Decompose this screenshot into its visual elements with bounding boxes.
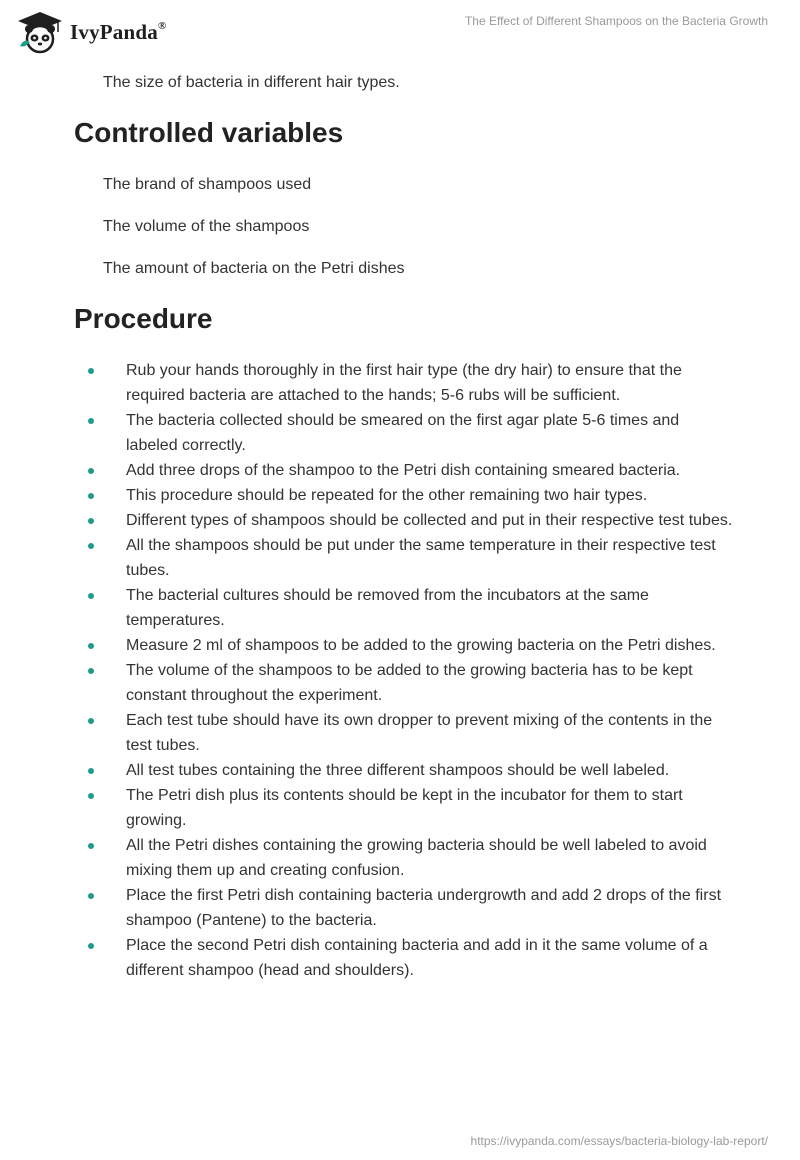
source-url[interactable]: https://ivypanda.com/essays/bacteria-biology-lab-report/ (470, 1134, 768, 1148)
bullet-icon (88, 493, 94, 499)
bullet-icon (88, 468, 94, 474)
document-title: The Effect of Different Shampoos on the Bacteria Growth (464, 14, 768, 28)
bullet-icon (88, 843, 94, 849)
procedure-step: This procedure should be repeated for the other remaining two hair types. (74, 483, 734, 508)
controlled-item: The brand of shampoos used (103, 176, 312, 193)
procedure-step: The bacteria collected should be smeared on the first agar plate 5-6 times and labeled correctly. (74, 408, 734, 458)
procedure-step: All the shampoos should be put under the same temperature in their respective test tubes. (74, 533, 734, 583)
procedure-step: Place the first Petri dish containing bacteria undergrowth and add 2 drops of the first shampoo (Pantene) to the bacteria. (74, 883, 734, 933)
controlled-item: The amount of bacteria on the Petri dishes (103, 260, 405, 277)
bullet-icon (88, 943, 94, 949)
procedure-heading: Procedure (74, 303, 213, 334)
bullet-icon (88, 593, 94, 599)
procedure-list (74, 358, 734, 983)
controlled-item: The volume of the shampoos (103, 218, 310, 235)
registered-mark: ® (157, 19, 167, 32)
brand-name: IvyPanda (70, 19, 158, 44)
bullet-icon (88, 368, 94, 374)
procedure-step: Place the second Petri dish containing bacteria and add in it the same volume of a different shampoo (head and shoulders). (74, 933, 734, 983)
bullet-icon (88, 718, 94, 724)
procedure-step: Different types of shampoos should be collected and put in their respective test tubes. (74, 508, 734, 533)
intro-line: The size of bacteria in different hair types. (103, 74, 400, 91)
procedure-step: The volume of the shampoos to be added to the growing bacteria has to be kept constant throughout the experiment. (74, 658, 734, 708)
ivypanda-logo[interactable] (16, 10, 166, 54)
procedure-step: All the Petri dishes containing the growing bacteria should be well labeled to avoid mixing them up and creating confusion. (74, 833, 734, 883)
bullet-icon (88, 418, 94, 424)
bullet-icon (88, 543, 94, 549)
controlled-variables-list (74, 172, 734, 282)
controlled-variables-heading: Controlled variables (74, 117, 344, 148)
bullet-icon (88, 893, 94, 899)
procedure-step: Add three drops of the shampoo to the Petri dish containing smeared bacteria. (74, 458, 734, 483)
procedure-step: The bacterial cultures should be removed from the incubators at the same temperatures. (74, 583, 734, 633)
bullet-icon (88, 793, 94, 799)
panda-graduation-icon (16, 10, 64, 54)
bullet-icon (88, 518, 94, 524)
procedure-step: Each test tube should have its own dropper to prevent mixing of the contents in the test tubes. (74, 708, 734, 758)
procedure-step: Rub your hands thoroughly in the first hair type (the dry hair) to ensure that the required bacteria are attached to the hands; 5-6 rubs will be sufficient. (74, 358, 734, 408)
bullet-icon (88, 668, 94, 674)
procedure-step: The Petri dish plus its contents should be kept in the incubator for them to start growing. (74, 783, 734, 833)
page-header (0, 0, 800, 60)
procedure-step: Measure 2 ml of shampoos to be added to the growing bacteria on the Petri dishes. (74, 633, 734, 658)
bullet-icon (88, 643, 94, 649)
procedure-step: All test tubes containing the three different shampoos should be well labeled. (74, 758, 734, 783)
bullet-icon (88, 768, 94, 774)
main-content (74, 70, 734, 983)
